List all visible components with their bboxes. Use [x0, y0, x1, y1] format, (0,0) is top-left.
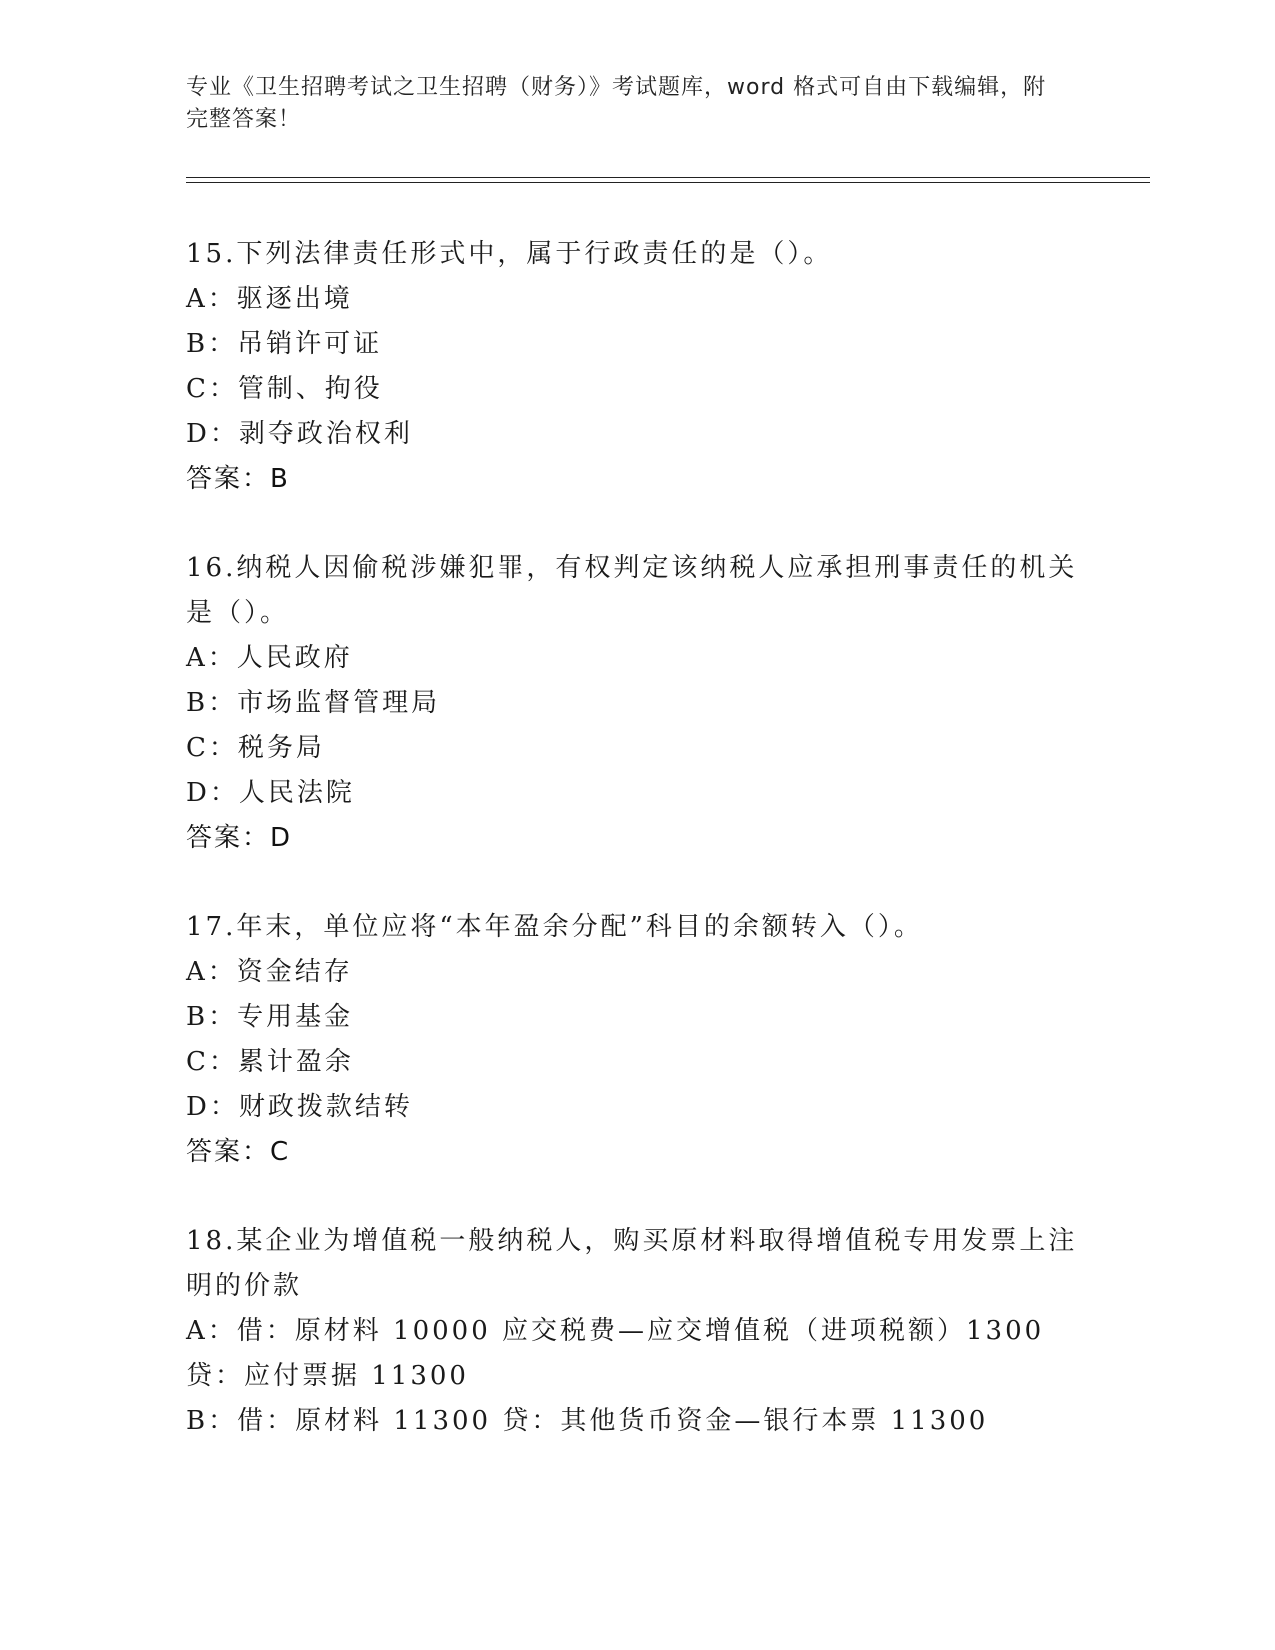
option-d: D：人民法院	[186, 778, 355, 808]
answer-line: 答案：D	[186, 823, 293, 853]
option-d: D：财政拨款结转	[186, 1092, 413, 1122]
header-divider-bottom	[186, 182, 1150, 183]
question-stem: 17.年末，单位应将“本年盈余分配”科目的余额转入（）。	[186, 912, 923, 942]
question-stem: 18.某企业为增值税一般纳税人，购买原材料取得增值税专用发票上注明的价款	[186, 1226, 1078, 1301]
option-b: B：专用基金	[186, 1002, 354, 1032]
option-a: A：借：原材料 10000 应交税费—应交增值税（进项税额）1300 贷：应付票据 11300	[186, 1316, 1045, 1391]
option-c: C：累计盈余	[186, 1047, 354, 1077]
option-a: A：驱逐出境	[186, 284, 353, 314]
answer-line: 答案：B	[186, 464, 290, 494]
document-header: 专业《卫生招聘考试之卫生招聘（财务）》考试题库，word 格式可自由下载编辑，附完整答案！	[186, 75, 1047, 132]
question-18	[186, 1219, 1086, 1444]
option-d: D：剥夺政治权利	[186, 419, 413, 449]
question-16	[186, 546, 1086, 861]
option-b: B：借：原材料 11300 贷：其他货币资金—银行本票 11300	[186, 1406, 989, 1436]
question-list	[186, 232, 1086, 1488]
option-b: B：吊销许可证	[186, 329, 383, 359]
question-15	[186, 232, 1086, 502]
option-c: C：税务局	[186, 733, 325, 763]
option-c: C：管制、拘役	[186, 374, 383, 404]
option-b: B：市场监督管理局	[186, 688, 441, 718]
question-stem: 15.下列法律责任形式中，属于行政责任的是（）。	[186, 239, 833, 269]
option-a: A：资金结存	[186, 957, 353, 987]
option-a: A：人民政府	[186, 643, 353, 673]
question-17	[186, 905, 1086, 1175]
header-divider-top	[186, 177, 1150, 178]
question-stem: 16.纳税人因偷税涉嫌犯罪，有权判定该纳税人应承担刑事责任的机关是（）。	[186, 553, 1078, 628]
answer-line: 答案：C	[186, 1137, 291, 1167]
